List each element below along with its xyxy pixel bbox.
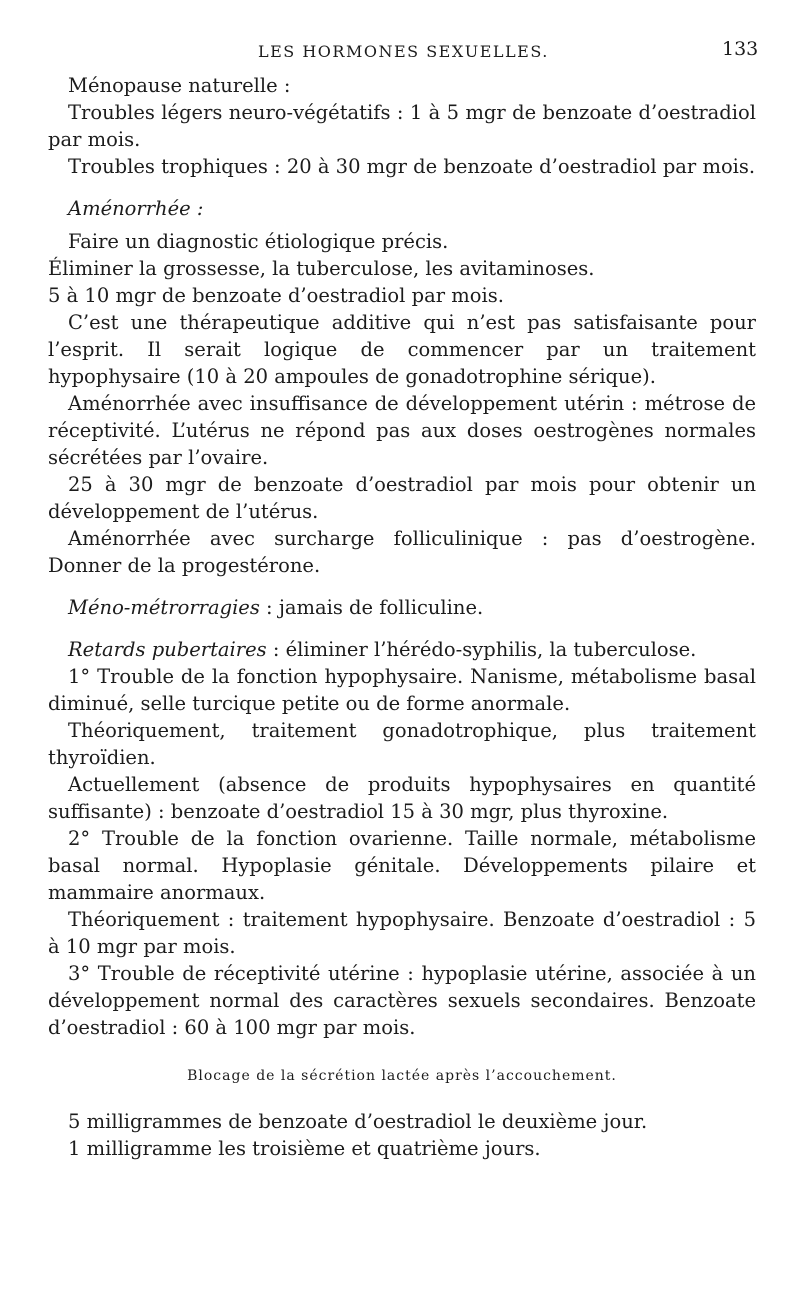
amenorrhee-paragraph: Aménorrhée avec insuffisance de développement utérin : métrose de réceptivité. L’utérus ne répond pas aux doses oestrogènes normales sécrétées par l’ovaire. bbox=[48, 392, 756, 469]
amenorrhee-paragraph: C’est une thérapeutique additive qui n’est pas satisfaisante pour l’esprit. Il serait logique de commencer par un traitement hypophysaire (10 à 20 ampoules de gonadotrophine sérique). bbox=[48, 311, 756, 388]
blocage-paragraph: 5 milligrammes de benzoate d’oestradiol le deuxième jour. bbox=[68, 1110, 648, 1133]
amenorrhee-paragraph: Aménorrhée avec surcharge folliculinique : pas d’oestrogène. Donner de la progestérone. bbox=[48, 527, 756, 577]
blocage-section-title: Blocage de la sécrétion lactée après l’accouchement. bbox=[187, 1068, 617, 1084]
amenorrhee-paragraph: Éliminer la grossesse, la tuberculose, les avitaminoses. bbox=[48, 257, 595, 280]
page-header bbox=[0, 32, 800, 62]
amenorrhee-heading: Aménorrhée : bbox=[68, 197, 204, 220]
meno-metrorragies-label: Méno-métrorragies bbox=[68, 596, 260, 619]
retards-paragraph: 1° Trouble de la fonction hypophysaire. Nanisme, métabolisme basal diminué, selle turcique petite ou de forme anormale. bbox=[48, 665, 756, 715]
meno-metrorragies-text: : jamais de folliculine. bbox=[259, 596, 484, 619]
blocage-paragraph: 1 milligramme les troisième et quatrième jours. bbox=[68, 1137, 541, 1160]
page-number: 133 bbox=[722, 38, 759, 60]
retards-pubertaires-label: Retards pubertaires bbox=[68, 638, 267, 661]
retards-paragraph: 2° Trouble de la fonction ovarienne. Taille normale, métabolisme basal normal. Hypoplasie génitale. Développements pilaire et mammaire anormaux. bbox=[48, 827, 756, 904]
retards-pubertaires-entry bbox=[48, 636, 756, 663]
retards-paragraph: 3° Trouble de réceptivité utérine : hypoplasie utérine, associée à un développement normal des caractères sexuels secondaires. Benzoate d’oestradiol : 60 à 100 mgr par mois. bbox=[48, 962, 756, 1039]
amenorrhee-paragraph: 5 à 10 mgr de benzoate d’oestradiol par mois. bbox=[48, 284, 504, 307]
running-title: LES HORMONES SEXUELLES. bbox=[258, 42, 549, 61]
meno-metrorragies-entry bbox=[48, 594, 756, 621]
menopause-paragraph: Troubles trophiques : 20 à 30 mgr de benzoate d’oestradiol par mois. bbox=[68, 155, 756, 178]
menopause-paragraph: Troubles légers neuro-végétatifs : 1 à 5 mgr de benzoate d’oestradiol par mois. bbox=[48, 101, 756, 151]
retards-paragraph: Théoriquement : traitement hypophysaire. Benzoate d’oestradiol : 5 à 10 mgr par mois. bbox=[48, 908, 756, 958]
page-body bbox=[48, 72, 756, 1162]
retards-paragraph: Actuellement (absence de produits hypophysaires en quantité suffisante) : benzoate d’oestradiol 15 à 30 mgr, plus thyroxine. bbox=[48, 773, 756, 823]
retards-paragraph: Théoriquement, traitement gonadotrophique, plus traitement thyroïdien. bbox=[48, 719, 756, 769]
menopause-heading: Ménopause naturelle : bbox=[68, 74, 291, 97]
amenorrhee-paragraph: Faire un diagnostic étiologique précis. bbox=[68, 230, 449, 253]
retards-pubertaires-text: : éliminer l’hérédo-syphilis, la tuberculose. bbox=[266, 638, 697, 661]
amenorrhee-paragraph: 25 à 30 mgr de benzoate d’oestradiol par mois pour obtenir un développement de l’utérus. bbox=[48, 473, 756, 523]
